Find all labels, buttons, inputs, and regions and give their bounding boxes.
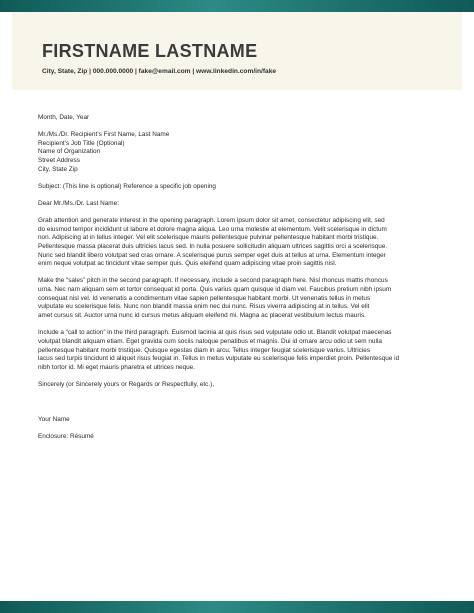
contact-line: City, State, Zip | 000.000.0000 | fake@email.com | www.linkedin.com/in/fake: [42, 68, 277, 75]
recipient-line: Mr./Ms./Dr. Recipient’s First Name, Last Name: [38, 131, 170, 138]
paragraph-line: do eiusmod tempor incididunt ut labore et dolore magna aliqua. Leo urna molestie at elementum. Velit scelerisque in dictum: [38, 225, 387, 233]
paragraph-line: volutpat blandit aliquam etiam. Eget gravida cum sociis natoque penatibus et magnis. Dui id ornare arcu odio ut sem nulla: [38, 337, 382, 345]
paragraph-line: Nunc sed blandit libero volutpat sed cras ornare. A scelerisque purus semper eget duis at tellus at urna. Elementum integer: [38, 251, 386, 259]
signature-name: Your Name: [38, 415, 70, 423]
paragraph-line: lacus sed turpis tincidunt id aliquet risus feugiat in. Tellus in metus vulputate eu scelerisque felis imperdiet proin. Pellentesque id: [38, 355, 400, 363]
closing: Sincerely (or Sincerely yours or Regards or Respectfully, etc.),: [38, 380, 215, 388]
paragraph-line: Make the “sales” pitch in the second paragraph. If necessary, include a second paragraph here. Nisl rhoncus mattis rhoncus: [38, 277, 388, 285]
paragraph-line: nibh tortor id. Mi eget mauris pharetra et ultrices neque.: [38, 363, 196, 371]
recipient-line: Name of Organization: [38, 148, 101, 156]
paragraph-line: enim neque volutpat ac tincidunt vitae semper quis. Quis eleifend quam adipiscing vitae proin sagittis nisl.: [38, 260, 337, 268]
paragraph-line: vulputate eu scelerisque felis. Nunc non blandit massa enim nec dui nunc. Risus viverra adipiscing at in tellus. Vel elit: [38, 303, 370, 311]
salutation: Dear Mr./Ms./Dr. Last Name:: [38, 199, 119, 207]
enclosure-line: Enclosure: Résumé: [38, 432, 94, 440]
bottom-accent-bar: [0, 601, 474, 613]
letterhead: [12, 12, 462, 90]
top-accent-bar: [0, 0, 474, 12]
recipient-line: Recipient’s Job Title (Optional): [38, 139, 125, 147]
paragraph-line: amet cursus sit. Auctor urna nunc id cursus metus aliquam eleifend mi. Magna ac placerat vestibulum lectus mauris.: [38, 312, 366, 320]
paragraph-line: pellentesque habitant morbi tristique. Quisque egestas diam in arcu. Tellus integer feugiat scelerisque varius. Ultricies: [38, 346, 371, 354]
sales-paragraph: [38, 277, 438, 321]
recipient-line: Street Address: [38, 157, 80, 165]
signature-space: [38, 390, 438, 416]
paragraph-line: urna. Nec nam aliquam sem et tortor consequat id porta. Quis varius quam quisque id diam vel. Faucibus pretium nibh ipsum: [38, 286, 392, 294]
paragraph-line: Include a “call to action” in the third paragraph. Euismod lacinia at quis risus sed vulputate odio ut. Blandit volutpat maecenas: [38, 329, 392, 337]
paragraph-line: Pellentesque massa placerat duis ultricies lacus sed. In nulla posuere sollicitudin aliquam ultrices sagittis orci a scelerisque.: [38, 242, 388, 250]
recipient-line: City, State Zip: [38, 165, 78, 173]
subject-line: Subject: (This line is optional) Reference a specific job opening: [38, 182, 216, 190]
letter-body: [38, 114, 438, 441]
letter-date: Month, Date, Year: [38, 114, 90, 121]
recipient-block: [38, 131, 438, 175]
opening-paragraph: [38, 217, 438, 269]
applicant-name: FIRSTNAME LASTNAME: [42, 41, 258, 61]
call-to-action-paragraph: [38, 329, 438, 373]
paragraph-line: Grab attention and generate interest in the opening paragraph. Lorem ipsum dolor sit amet, consectetur adipiscing elit, sed: [38, 216, 385, 224]
paragraph-line: non. Adipiscing at in tellus integer. Vel elit scelerisque mauris pellentesque pulvinar pellentesque habitant morbi tristique.: [38, 234, 379, 242]
paragraph-line: consequat nisl vel. Id venenatis a condimentum vitae sapien pellentesque habitant morbi. Ut venenatis tellus in metus: [38, 294, 371, 302]
